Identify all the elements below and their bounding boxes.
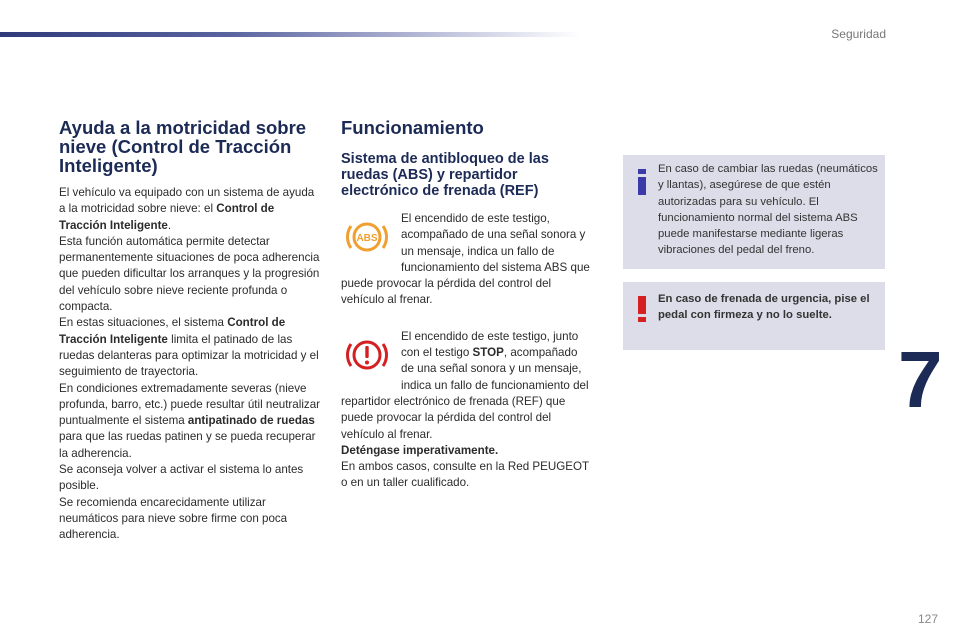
middle-column: [341, 118, 593, 492]
paragraph: [59, 315, 321, 380]
text: .: [167, 218, 172, 232]
text: limita el patinado de las ruedas delanteras para optimizar la motricidad y el seguimiento de trayectoria.: [59, 332, 319, 379]
bold-text: STOP: [472, 346, 504, 360]
section-title: Ayuda a la motricidad sobre nieve (Control de Tracción Inteligente): [59, 117, 307, 176]
left-column: [59, 118, 321, 544]
text: , acompañado de una señal sonora y un mensaje, indica un fallo de funcionamiento del repartidor electrónico de frenada (REF) que puede provocar la pérdida del control del vehículo al frenar.: [341, 346, 589, 441]
stop-bold-text: [341, 443, 593, 459]
page-number: 127: [917, 612, 938, 626]
abs-warning-block: [341, 211, 593, 309]
section-label: Seguridad: [831, 27, 886, 41]
header-gradient-bar: [0, 32, 580, 37]
stop-final-text: En ambos casos, consulte en la Red PEUGEOT o en un taller cualificado.: [341, 460, 589, 490]
heading-funcionamiento: Funcionamiento: [341, 117, 484, 138]
text: En condiciones extremadamente severas (nieve profunda, barro, etc.) puede resultar útil neutralizar puntualmente el sistema: [59, 381, 321, 428]
info-box: [623, 155, 885, 269]
paragraph: Esta función automática permite detectar permanentemente situaciones de poca adherencia que pueden dificultar los arranques y la progresión del vehículo sobre nieve reciente profunda o compacta.: [59, 234, 320, 314]
brake-warning-block: [341, 329, 593, 492]
bold-text: Deténgase imperativamente.: [341, 443, 499, 457]
info-icon: [637, 169, 647, 200]
abs-warning-text: El encendido de este testigo, acompañado de una señal sonora y un mensaje, indica un fallo de funcionamiento del sistema ABS que puede provocar la pérdida del control del vehículo al frenar.: [341, 212, 590, 307]
bold-text: Control de Tracción Inteligente: [59, 202, 275, 232]
exclamation-icon: [637, 296, 647, 327]
text: En estas situaciones, el sistema: [59, 316, 228, 330]
abs-icon-label: ABS: [356, 233, 378, 244]
text: El encendido de este testigo, junto con el testigo: [401, 329, 579, 360]
text: para que las ruedas patinen y se pueda recuperar la adherencia.: [59, 430, 316, 460]
paragraph-intro: [59, 185, 321, 234]
bold-text: Control de Tracción Inteligente: [59, 316, 286, 346]
alert-box: [623, 282, 885, 350]
subheading-abs: Sistema de antibloqueo de las ruedas (ABS) y repartidor electrónico de frenada (REF): [341, 151, 549, 199]
paragraph: Se recomienda encarecidamente utilizar neumáticos para nieve sobre firme con poca adherencia.: [59, 495, 288, 542]
paragraph: Se aconseja volver a activar el sistema lo antes posible.: [59, 463, 304, 493]
bold-text: antipatinado de ruedas: [187, 414, 315, 428]
brake-warning-icon: [345, 333, 389, 377]
paragraph: [59, 381, 321, 462]
info-text: En caso de cambiar las ruedas (neumáticos y llantas), asegúrese de que estén autorizadas para su vehículo. El funcionamiento normal del sistema ABS puede manifestarse mediante ligeras vibraciones del pedal del freno.: [658, 163, 878, 257]
text: El vehículo va equipado con un sistema de ayuda a la motricidad sobre nieve: el: [59, 186, 315, 216]
abs-warning-icon: [345, 215, 389, 259]
alert-text: En caso de frenada de urgencia, pise el pedal con firmeza y no lo suelte.: [658, 293, 870, 322]
chapter-number: 7: [898, 335, 943, 424]
